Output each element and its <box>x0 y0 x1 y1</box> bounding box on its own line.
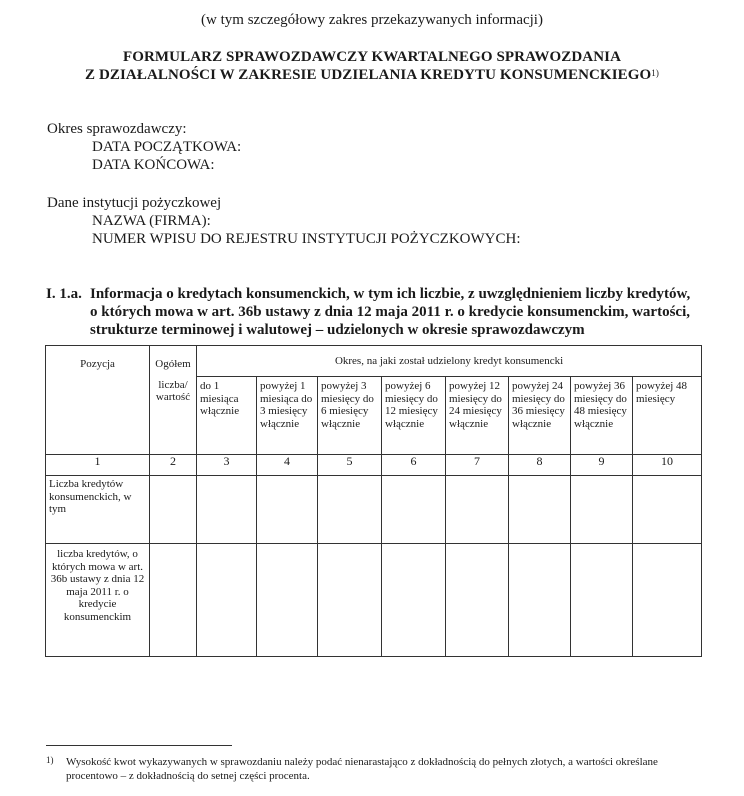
column-number: 2 <box>150 455 197 476</box>
column-number: 9 <box>571 455 633 476</box>
reporting-period <box>47 120 241 174</box>
institution-heading: Dane instytucji pożyczkowej <box>47 195 222 211</box>
document-subtitle: (w tym szczegółowy zakres przekazywanych informacji) <box>201 12 543 28</box>
data-cell[interactable] <box>257 476 318 544</box>
column-number: 8 <box>509 455 571 476</box>
data-cell[interactable] <box>633 544 702 657</box>
column-number: 6 <box>382 455 446 476</box>
institution-data <box>47 194 521 248</box>
header-total-sub: liczba/ wartość <box>155 378 191 403</box>
footnote-separator <box>46 745 232 746</box>
data-cell[interactable] <box>633 476 702 544</box>
footnote-reference: 1) <box>651 68 659 78</box>
column-number: 10 <box>633 455 702 476</box>
table-row <box>46 544 702 657</box>
footnote <box>46 755 706 783</box>
header-total <box>150 346 197 455</box>
section-number: I. 1.a. <box>46 286 82 302</box>
data-cell[interactable] <box>150 544 197 657</box>
form-title <box>0 48 744 84</box>
period-col: do 1 miesiąca włącznie <box>197 377 257 455</box>
data-cell[interactable] <box>318 476 382 544</box>
header-period-group: Okres, na jaki został udzielony kredyt konsumencki <box>197 346 702 377</box>
column-number: 5 <box>318 455 382 476</box>
start-date-label: DATA POCZĄTKOWA: <box>92 139 242 155</box>
form-title-line-2-text: Z DZIAŁALNOŚCI W ZAKRESIE UDZIELANIA KREDYTU KONSUMENCKIEGO <box>84 67 652 83</box>
reporting-period-heading: Okres sprawozdawczy: <box>47 121 187 137</box>
column-number: 3 <box>197 455 257 476</box>
end-date-label: DATA KOŃCOWA: <box>92 157 215 173</box>
period-col: powyżej 48 miesięcy <box>633 377 702 455</box>
data-cell[interactable] <box>197 476 257 544</box>
period-col: powyżej 6 miesięcy do 12 miesięcy włącznie <box>382 377 446 455</box>
register-number-label: NUMER WPISU DO REJESTRU INSTYTUCJI POŻYCZKOWYCH: <box>92 231 521 247</box>
data-cell[interactable] <box>318 544 382 657</box>
column-number: 1 <box>46 455 150 476</box>
section-title-line-1: Informacja o kredytach konsumenckich, w tym ich liczbie, z uwzględnieniem liczby kredytów, <box>90 286 691 302</box>
footnote-mark: 1) <box>46 755 54 765</box>
table-header-row <box>46 346 702 377</box>
row-label-art36b-credits: liczba kredytów, o których mowa w art. 36b ustawy z dnia 12 maja 2011 r. o kredycie konsumenckim <box>46 544 150 657</box>
data-cell[interactable] <box>257 544 318 657</box>
column-number-row <box>46 455 702 476</box>
data-cell[interactable] <box>150 476 197 544</box>
data-cell[interactable] <box>197 544 257 657</box>
period-col: powyżej 12 miesięcy do 24 miesięcy włącznie <box>446 377 509 455</box>
data-cell[interactable] <box>509 544 571 657</box>
form-title-line-1: FORMULARZ SPRAWOZDAWCZY KWARTALNEGO SPRAWOZDANIA <box>122 49 622 65</box>
row-label-consumer-credits: Liczba kredytów konsumenckich, w tym <box>46 476 150 544</box>
data-cell[interactable] <box>446 544 509 657</box>
form-title-line-2 <box>0 66 744 84</box>
data-cell[interactable] <box>509 476 571 544</box>
data-cell[interactable] <box>382 476 446 544</box>
column-number: 7 <box>446 455 509 476</box>
period-col: powyżej 24 miesięcy do 36 miesięcy włącznie <box>509 377 571 455</box>
data-cell[interactable] <box>382 544 446 657</box>
section-title <box>90 285 706 339</box>
section-title-line-2: o których mowa w art. 36b ustawy z dnia 12 maja 2011 r. o kredycie konsumenckim, wartości, <box>90 304 690 320</box>
data-cell[interactable] <box>571 476 633 544</box>
section-heading <box>46 285 706 339</box>
section-title-line-3: strukturze terminowej i walutowej – udzielonych w okresie sprawozdawczym <box>90 322 585 338</box>
table-row <box>46 476 702 544</box>
footnote-text: Wysokość kwot wykazywanych w sprawozdaniu należy podać nienarastająco z dokładnością do pełnych złotych, a wartości określane procentowo – z dokładnością do setnej części procenta. <box>66 756 658 782</box>
report-table <box>45 345 702 657</box>
header-position: Pozycja <box>46 346 150 455</box>
period-col: powyżej 3 miesięcy do 6 miesięcy włącznie <box>318 377 382 455</box>
data-cell[interactable] <box>446 476 509 544</box>
data-cell[interactable] <box>571 544 633 657</box>
header-total-label: Ogółem <box>155 358 191 370</box>
column-number: 4 <box>257 455 318 476</box>
period-col: powyżej 36 miesięcy do 48 miesięcy włącznie <box>571 377 633 455</box>
institution-name-label: NAZWA (FIRMA): <box>92 213 211 229</box>
period-col: powyżej 1 miesiąca do 3 miesięcy włącznie <box>257 377 318 455</box>
